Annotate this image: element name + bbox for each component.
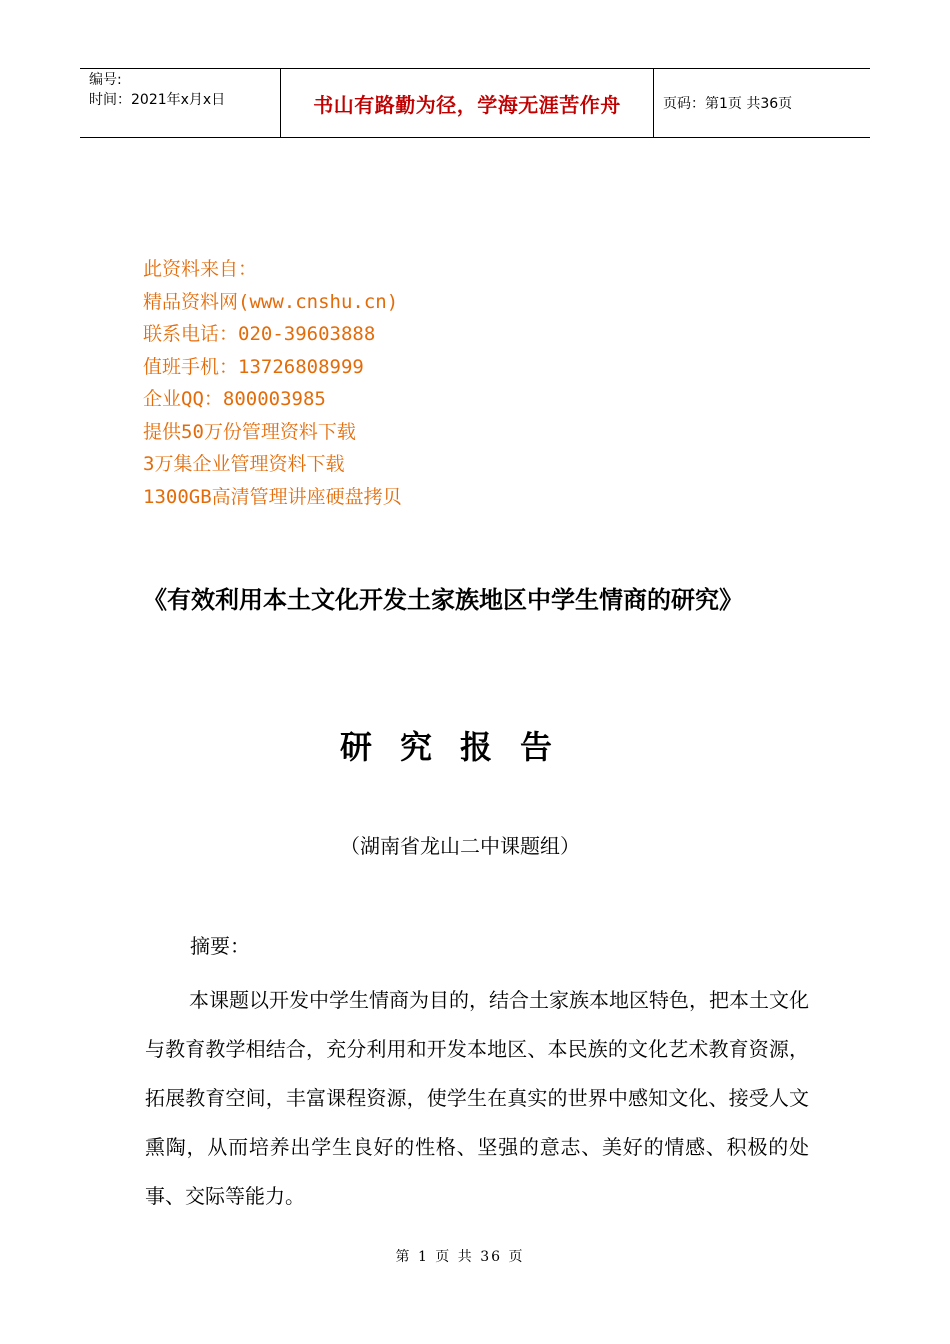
document-date: 时间：2021年x月x日 <box>89 92 226 108</box>
source-line: 1300GB高清管理讲座硬盘拷贝 <box>143 485 402 508</box>
header-table <box>80 68 870 138</box>
source-line: 3万集企业管理资料下载 <box>143 453 345 475</box>
source-line: 精品资料网(www.cnshu.cn) <box>143 290 399 313</box>
document-title: 《有效利用本土文化开发土家族地区中学生情商的研究》 <box>143 586 743 614</box>
page-footer: 第 1 页 共 36 页 <box>395 1249 525 1265</box>
header-page-cell <box>654 69 870 137</box>
header-motto: 书山有路勤为径，学海无涯苦作舟 <box>313 92 621 117</box>
abstract-label: 摘要： <box>190 934 250 958</box>
header-page-code: 页码：第1页 共36页 <box>663 96 793 112</box>
source-line: 联系电话：020-39603888 <box>143 323 376 345</box>
header-motto-cell <box>281 69 654 137</box>
abstract-text: 本课题以开发中学生情商为目的，结合土家族本地区特色，把本土文化与教育教学相结合，充分利用和开发本地区、本民族的文化艺术教育资源，拓展教育空间，丰富课程资源，使学生在真实的世界中感知文化、接受人文熏陶，从而培养出学生良好的性格、坚强的意志、美好的情感、积极的处事、交际等能力。 <box>145 988 809 1208</box>
report-heading: 研究报告 <box>339 728 580 766</box>
source-line: 企业QQ：800003985 <box>143 388 326 410</box>
source-line: 此资料来自： <box>143 258 258 280</box>
header-meta-cell <box>80 69 281 137</box>
source-line: 值班手机：13726808999 <box>143 355 364 378</box>
source-line: 提供50万份管理资料下载 <box>143 420 356 443</box>
document-number-label: 编号: <box>89 72 122 88</box>
affiliation: （湖南省龙山二中课题组） <box>340 834 580 858</box>
source-info-block <box>143 253 402 513</box>
